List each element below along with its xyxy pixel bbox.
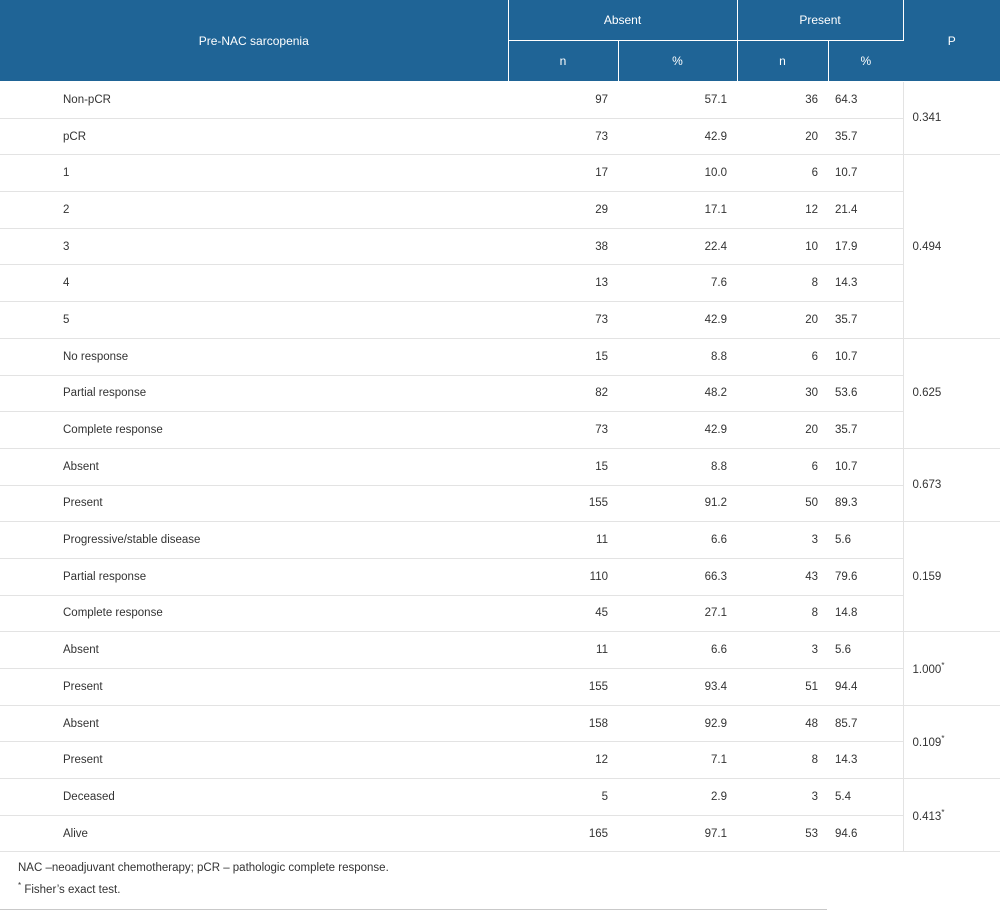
p-value-cell [903,338,1000,448]
row-label: Absent [0,632,508,669]
absent-pct-cell: 10.0 [618,155,737,192]
absent-n-cell: 45 [508,595,618,632]
header-p: P [903,0,1000,82]
present-pct-cell: 35.7 [828,302,903,339]
absent-pct-cell: 48.2 [618,375,737,412]
present-n-cell: 8 [737,595,828,632]
table-row [0,375,1000,412]
table-body [0,82,1000,852]
table-row [0,192,1000,229]
present-n-cell: 43 [737,558,828,595]
footnote-fisher [0,877,827,899]
present-n-cell: 51 [737,669,828,706]
absent-n-cell: 5 [508,779,618,816]
p-value: 0.341 [912,112,942,125]
absent-pct-cell: 97.1 [618,815,737,852]
row-label: Complete response [0,595,508,632]
row-label: Absent [0,705,508,742]
table-row [0,338,1000,375]
absent-n-cell: 110 [508,558,618,595]
present-n-cell: 6 [737,338,828,375]
p-value-cell [903,155,1000,338]
fisher-marker: * [941,734,945,744]
table-row [0,118,1000,155]
present-pct-cell: 5.6 [828,522,903,559]
table-row [0,265,1000,302]
absent-pct-cell: 8.8 [618,448,737,485]
p-value-cell [903,448,1000,521]
p-value: 0.673 [912,479,942,492]
absent-n-cell: 29 [508,192,618,229]
present-n-cell: 20 [737,302,828,339]
present-pct-cell: 94.4 [828,669,903,706]
table-row [0,632,1000,669]
row-label: Progressive/stable disease [0,522,508,559]
present-n-cell: 10 [737,228,828,265]
absent-pct-cell: 17.1 [618,192,737,229]
absent-pct-cell: 93.4 [618,669,737,706]
absent-n-cell: 158 [508,705,618,742]
row-label: 4 [0,265,508,302]
absent-n-cell: 17 [508,155,618,192]
present-pct-cell: 5.4 [828,779,903,816]
row-label: Deceased [0,779,508,816]
row-label: Partial response [0,558,508,595]
absent-n-cell: 11 [508,522,618,559]
present-pct-cell: 14.8 [828,595,903,632]
present-pct-cell: 17.9 [828,228,903,265]
absent-pct-cell: 22.4 [618,228,737,265]
present-n-cell: 53 [737,815,828,852]
absent-n-cell: 82 [508,375,618,412]
present-pct-cell: 85.7 [828,705,903,742]
table-row [0,485,1000,522]
table-row [0,302,1000,339]
footnote-fisher-text: Fisher’s exact test. [21,883,121,896]
table-row [0,448,1000,485]
present-n-cell: 3 [737,779,828,816]
absent-pct-cell: 2.9 [618,779,737,816]
absent-pct-cell: 7.1 [618,742,737,779]
p-value: 0.109 [912,737,942,750]
present-n-cell: 3 [737,632,828,669]
absent-n-cell: 11 [508,632,618,669]
absent-n-cell: 165 [508,815,618,852]
absent-pct-cell: 42.9 [618,412,737,449]
absent-n-cell: 15 [508,448,618,485]
p-value: 0.625 [912,387,942,400]
header-present-n: n [737,41,828,82]
table-row [0,558,1000,595]
header-present-pct: % [828,41,903,82]
row-label: 5 [0,302,508,339]
present-n-cell: 12 [737,192,828,229]
absent-pct-cell: 42.9 [618,302,737,339]
footnote-star: * [18,881,22,890]
absent-pct-cell: 92.9 [618,705,737,742]
present-pct-cell: 14.3 [828,742,903,779]
header-absent-n: n [508,41,618,82]
table-row [0,742,1000,779]
header-absent: Absent [508,0,737,41]
present-pct-cell: 35.7 [828,412,903,449]
header-title: Pre-NAC sarcopenia [0,0,508,82]
present-pct-cell: 64.3 [828,82,903,119]
table-row [0,82,1000,119]
row-label: Alive [0,815,508,852]
absent-pct-cell: 57.1 [618,82,737,119]
table-row [0,155,1000,192]
absent-pct-cell: 42.9 [618,118,737,155]
row-label: Non-pCR [0,82,508,119]
table-footnotes [0,845,827,910]
absent-pct-cell: 6.6 [618,522,737,559]
row-label: 1 [0,155,508,192]
present-n-cell: 20 [737,118,828,155]
p-value: 0.494 [912,240,942,253]
absent-n-cell: 13 [508,265,618,302]
table-row [0,705,1000,742]
p-value: 0.159 [912,570,942,583]
present-pct-cell: 5.6 [828,632,903,669]
present-n-cell: 8 [737,742,828,779]
row-label: 2 [0,192,508,229]
present-pct-cell: 89.3 [828,485,903,522]
footnote-abbreviations: NAC –neoadjuvant chemotherapy; pCR – pathologic complete response. [18,862,389,874]
present-pct-cell: 79.6 [828,558,903,595]
table-row [0,669,1000,706]
present-n-cell: 48 [737,705,828,742]
absent-n-cell: 12 [508,742,618,779]
p-value-cell [903,82,1000,155]
present-n-cell: 30 [737,375,828,412]
present-n-cell: 36 [737,82,828,119]
p-value: 1.000 [912,663,942,676]
absent-n-cell: 73 [508,302,618,339]
present-n-cell: 50 [737,485,828,522]
row-label: No response [0,338,508,375]
table-header [0,0,1000,82]
present-n-cell: 8 [737,265,828,302]
table-row [0,522,1000,559]
absent-n-cell: 155 [508,485,618,522]
p-value: 0.413 [912,810,942,823]
row-label: Complete response [0,412,508,449]
p-value-cell [903,779,1000,852]
present-n-cell: 6 [737,448,828,485]
present-n-cell: 3 [737,522,828,559]
absent-n-cell: 73 [508,118,618,155]
p-value-cell [903,705,1000,778]
absent-pct-cell: 7.6 [618,265,737,302]
absent-pct-cell: 91.2 [618,485,737,522]
absent-n-cell: 73 [508,412,618,449]
fisher-marker: * [941,661,945,671]
header-absent-pct: % [618,41,737,82]
absent-n-cell: 97 [508,82,618,119]
row-label: Present [0,742,508,779]
present-pct-cell: 14.3 [828,265,903,302]
present-pct-cell: 10.7 [828,448,903,485]
row-label: Absent [0,448,508,485]
present-pct-cell: 10.7 [828,338,903,375]
row-label: pCR [0,118,508,155]
absent-n-cell: 155 [508,669,618,706]
table-row [0,228,1000,265]
table-row [0,779,1000,816]
absent-pct-cell: 8.8 [618,338,737,375]
row-label: Present [0,669,508,706]
present-pct-cell: 94.6 [828,815,903,852]
p-value-cell [903,632,1000,705]
row-label: Present [0,485,508,522]
fisher-marker: * [941,807,945,817]
absent-pct-cell: 66.3 [618,558,737,595]
header-present: Present [737,0,903,41]
present-pct-cell: 10.7 [828,155,903,192]
present-pct-cell: 21.4 [828,192,903,229]
absent-n-cell: 38 [508,228,618,265]
row-label: 3 [0,228,508,265]
present-pct-cell: 53.6 [828,375,903,412]
absent-n-cell: 15 [508,338,618,375]
present-n-cell: 6 [737,155,828,192]
absent-pct-cell: 6.6 [618,632,737,669]
row-label: Partial response [0,375,508,412]
present-pct-cell: 35.7 [828,118,903,155]
table-row [0,412,1000,449]
p-value-cell [903,522,1000,632]
present-n-cell: 20 [737,412,828,449]
table-row [0,595,1000,632]
absent-pct-cell: 27.1 [618,595,737,632]
